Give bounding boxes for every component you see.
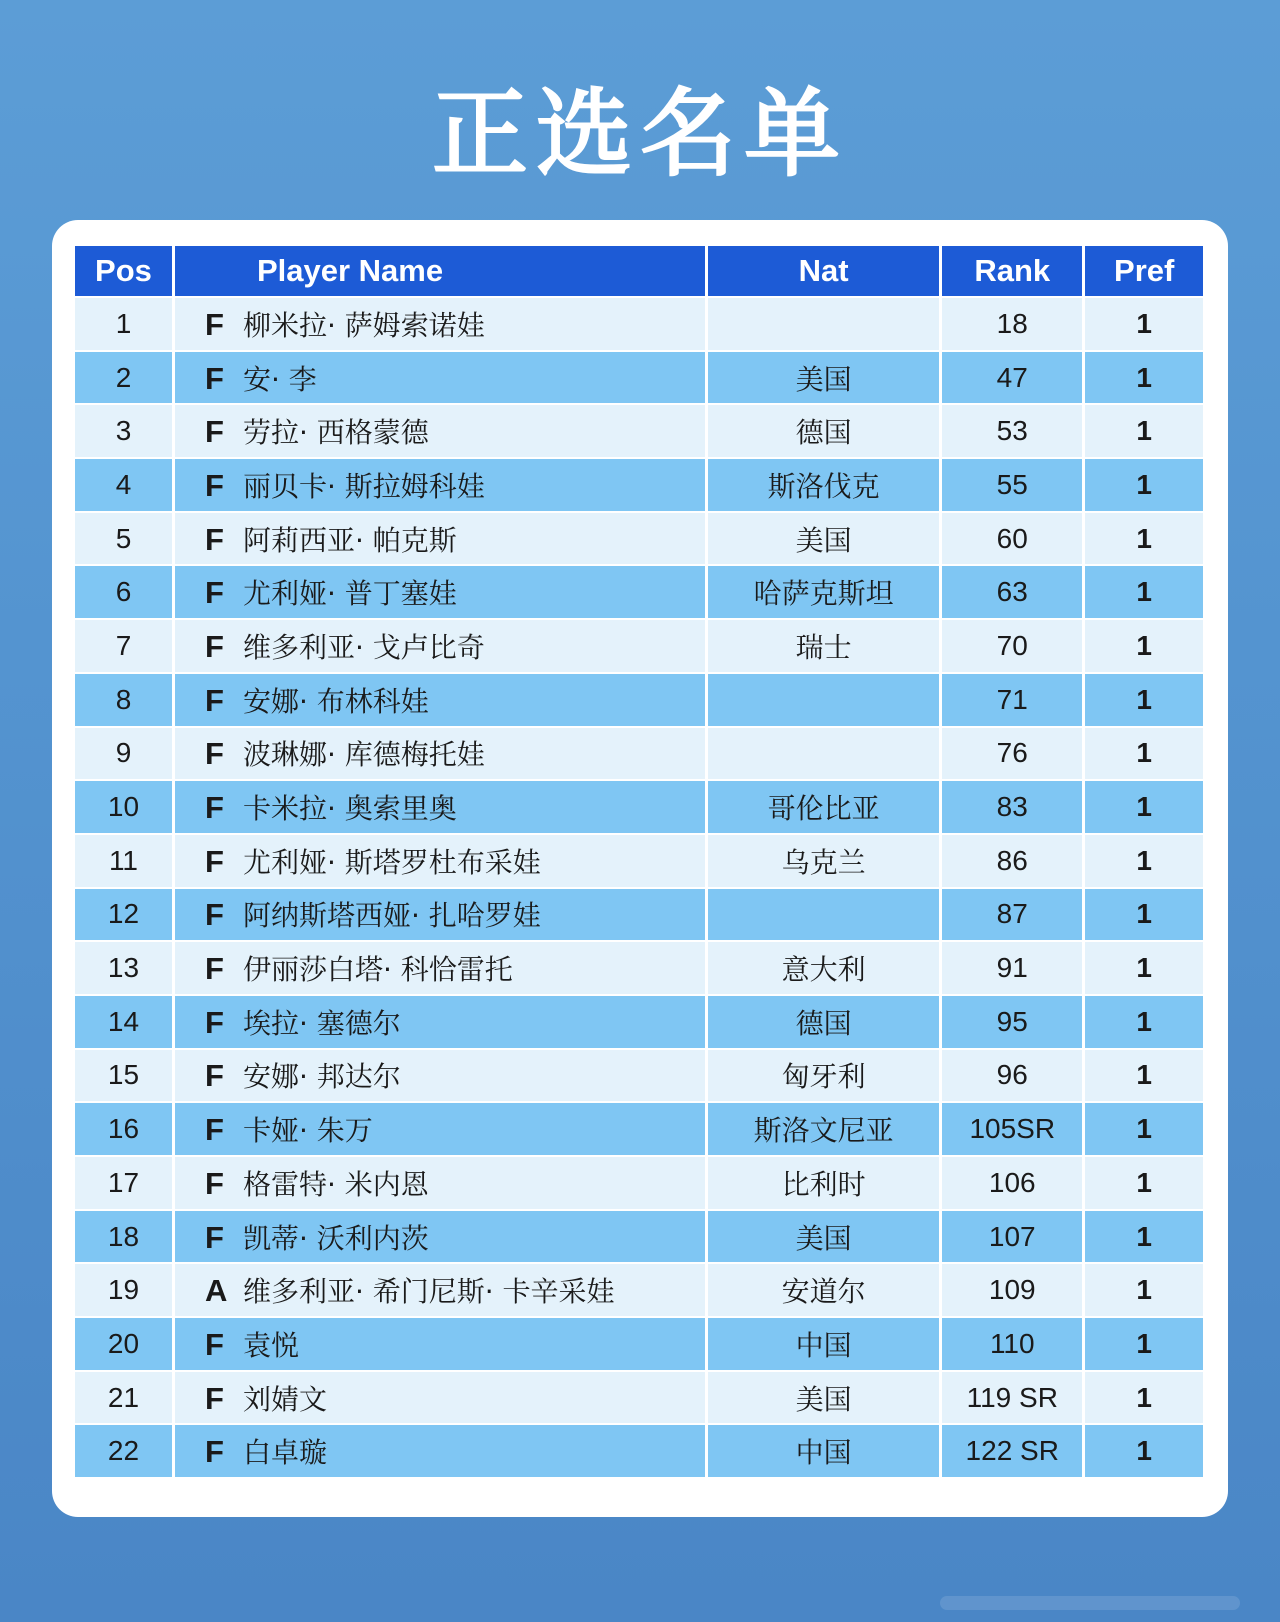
cell-pref: 1 — [1085, 1425, 1203, 1477]
cell-nat: 哥伦比亚 — [708, 781, 939, 833]
cell-nat: 哈萨克斯坦 — [708, 566, 939, 618]
entry-tag: F — [204, 951, 224, 987]
table-row[interactable] — [75, 459, 1203, 511]
entry-tag: F — [204, 521, 224, 557]
player-name: 袁悦 — [242, 1328, 299, 1362]
table-row[interactable] — [75, 1264, 1203, 1316]
cell-rank: 53 — [942, 405, 1082, 457]
cell-rank: 109 — [942, 1264, 1082, 1316]
cell-rank: 122 SR — [942, 1425, 1082, 1477]
table-header-row — [75, 246, 1203, 296]
cell-pos: 8 — [75, 674, 172, 726]
player-name: 尤利娅· 普丁塞娃 — [242, 577, 457, 611]
cell-pos: 12 — [75, 889, 172, 941]
cell-rank: 83 — [942, 781, 1082, 833]
entry-tag: F — [204, 1219, 224, 1255]
cell-nat: 斯洛伐克 — [708, 459, 939, 511]
cell-pref: 1 — [1085, 835, 1203, 887]
entry-tag: F — [204, 414, 224, 450]
page-title: 正选名单 — [432, 78, 848, 190]
cell-nat: 比利时 — [708, 1157, 939, 1209]
cell-nat — [708, 889, 939, 941]
column-header-nat[interactable]: Nat — [708, 246, 939, 296]
player-name: 柳米拉· 萨姆索诺娃 — [242, 308, 485, 342]
cell-nat: 美国 — [708, 352, 939, 404]
entry-tag: F — [204, 1004, 224, 1040]
cell-player — [175, 513, 705, 565]
roster-card — [52, 220, 1228, 1517]
cell-nat: 德国 — [708, 996, 939, 1048]
table-row[interactable] — [75, 1103, 1203, 1155]
table-row[interactable] — [75, 1318, 1203, 1370]
cell-pref: 1 — [1085, 352, 1203, 404]
entry-tag: F — [204, 575, 224, 611]
player-name: 安· 李 — [242, 362, 317, 396]
entry-tag: F — [204, 360, 224, 396]
cell-rank: 87 — [942, 889, 1082, 941]
cell-pos: 17 — [75, 1157, 172, 1209]
cell-player — [175, 1050, 705, 1102]
cell-pref: 1 — [1085, 1372, 1203, 1424]
cell-rank: 91 — [942, 942, 1082, 994]
table-row[interactable] — [75, 1157, 1203, 1209]
cell-player — [175, 566, 705, 618]
cell-pref: 1 — [1085, 942, 1203, 994]
player-name: 卡米拉· 奥索里奥 — [242, 792, 457, 826]
player-name: 安娜· 邦达尔 — [242, 1060, 401, 1094]
cell-pos: 6 — [75, 566, 172, 618]
cell-player — [175, 728, 705, 780]
cell-rank: 18 — [942, 298, 1082, 350]
table-row[interactable] — [75, 1372, 1203, 1424]
player-name: 劳拉· 西格蒙德 — [242, 416, 429, 450]
table-row[interactable] — [75, 674, 1203, 726]
cell-rank: 119 SR — [942, 1372, 1082, 1424]
cell-nat: 美国 — [708, 513, 939, 565]
cell-pref: 1 — [1085, 781, 1203, 833]
entry-tag: F — [204, 897, 224, 933]
cell-player — [175, 459, 705, 511]
cell-pos: 14 — [75, 996, 172, 1048]
cell-player — [175, 1211, 705, 1263]
cell-pos: 18 — [75, 1211, 172, 1263]
entry-tag: F — [204, 682, 224, 718]
cell-nat: 中国 — [708, 1318, 939, 1370]
cell-rank: 71 — [942, 674, 1082, 726]
cell-nat: 美国 — [708, 1372, 939, 1424]
cell-rank: 86 — [942, 835, 1082, 887]
cell-pos: 2 — [75, 352, 172, 404]
cell-pos: 4 — [75, 459, 172, 511]
table-row[interactable] — [75, 352, 1203, 404]
cell-pos: 10 — [75, 781, 172, 833]
cell-pref: 1 — [1085, 1211, 1203, 1263]
cell-pos: 20 — [75, 1318, 172, 1370]
cell-player — [175, 352, 705, 404]
cell-pref: 1 — [1085, 674, 1203, 726]
cell-player — [175, 674, 705, 726]
player-name: 安娜· 布林科娃 — [242, 684, 429, 718]
column-header-player-name[interactable]: Player Name — [175, 246, 705, 296]
table-row[interactable] — [75, 566, 1203, 618]
cell-player — [175, 1372, 705, 1424]
player-name: 格雷特· 米内恩 — [242, 1167, 429, 1201]
cell-pref: 1 — [1085, 1264, 1203, 1316]
entry-tag: F — [204, 467, 224, 503]
cell-pos: 5 — [75, 513, 172, 565]
cell-player — [175, 996, 705, 1048]
roster-body — [75, 298, 1203, 1477]
cell-pref: 1 — [1085, 298, 1203, 350]
table-row[interactable] — [75, 1425, 1203, 1477]
cell-nat: 德国 — [708, 405, 939, 457]
cell-pref: 1 — [1085, 996, 1203, 1048]
table-row[interactable] — [75, 1050, 1203, 1102]
cell-nat: 中国 — [708, 1425, 939, 1477]
player-name: 维多利亚· 希门尼斯· 卡辛采娃 — [242, 1275, 615, 1309]
cell-player — [175, 1264, 705, 1316]
roster-table — [72, 244, 1206, 1479]
cell-pos: 13 — [75, 942, 172, 994]
player-name: 波琳娜· 库德梅托娃 — [242, 738, 485, 772]
cell-pref: 1 — [1085, 513, 1203, 565]
cell-pos: 9 — [75, 728, 172, 780]
entry-tag: F — [204, 736, 224, 772]
cell-rank: 110 — [942, 1318, 1082, 1370]
entry-tag: F — [204, 1326, 224, 1362]
cell-rank: 105SR — [942, 1103, 1082, 1155]
cell-nat: 瑞士 — [708, 620, 939, 672]
cell-pref: 1 — [1085, 889, 1203, 941]
table-row[interactable] — [75, 781, 1203, 833]
table-row[interactable] — [75, 620, 1203, 672]
cell-player — [175, 1157, 705, 1209]
player-name: 尤利娅· 斯塔罗杜布采娃 — [242, 845, 541, 879]
cell-player — [175, 1318, 705, 1370]
cell-pos: 11 — [75, 835, 172, 887]
cell-player — [175, 781, 705, 833]
cell-nat: 乌克兰 — [708, 835, 939, 887]
table-row[interactable] — [75, 513, 1203, 565]
cell-rank: 55 — [942, 459, 1082, 511]
cell-rank: 47 — [942, 352, 1082, 404]
cell-rank: 76 — [942, 728, 1082, 780]
cell-nat: 斯洛文尼亚 — [708, 1103, 939, 1155]
player-name: 埃拉· 塞德尔 — [242, 1006, 401, 1040]
entry-tag: F — [204, 1058, 224, 1094]
column-header-pos[interactable]: Pos — [75, 246, 172, 296]
cell-nat — [708, 674, 939, 726]
table-row[interactable] — [75, 835, 1203, 887]
cell-nat: 意大利 — [708, 942, 939, 994]
entry-tag: A — [204, 1273, 228, 1309]
table-row[interactable] — [75, 298, 1203, 350]
entry-tag: F — [204, 306, 224, 342]
cell-rank: 96 — [942, 1050, 1082, 1102]
cell-player — [175, 1103, 705, 1155]
table-row[interactable] — [75, 1211, 1203, 1263]
player-name: 维多利亚· 戈卢比奇 — [242, 630, 485, 664]
entry-tag: F — [204, 1112, 224, 1148]
cell-nat — [708, 298, 939, 350]
entry-tag: F — [204, 843, 224, 879]
cell-nat: 安道尔 — [708, 1264, 939, 1316]
cell-pref: 1 — [1085, 1318, 1203, 1370]
player-name: 卡娅· 朱万 — [242, 1114, 373, 1148]
cell-pref: 1 — [1085, 620, 1203, 672]
cell-rank: 95 — [942, 996, 1082, 1048]
cell-rank: 70 — [942, 620, 1082, 672]
cell-player — [175, 620, 705, 672]
cell-pos: 15 — [75, 1050, 172, 1102]
player-name: 阿纳斯塔西娅· 扎哈罗娃 — [242, 899, 541, 933]
column-header-pref[interactable]: Pref — [1085, 246, 1203, 296]
player-name: 丽贝卡· 斯拉姆科娃 — [242, 469, 485, 503]
cell-pref: 1 — [1085, 1050, 1203, 1102]
entry-tag: F — [204, 1165, 224, 1201]
player-name: 伊丽莎白塔· 科恰雷托 — [242, 953, 513, 987]
cell-player — [175, 889, 705, 941]
watermark — [940, 1596, 1240, 1610]
cell-pref: 1 — [1085, 566, 1203, 618]
entry-tag: F — [204, 628, 224, 664]
cell-pref: 1 — [1085, 1157, 1203, 1209]
cell-nat: 美国 — [708, 1211, 939, 1263]
cell-nat — [708, 728, 939, 780]
entry-tag: F — [204, 1380, 224, 1416]
cell-player — [175, 1425, 705, 1477]
cell-player — [175, 835, 705, 887]
cell-pos: 21 — [75, 1372, 172, 1424]
cell-pos: 7 — [75, 620, 172, 672]
entry-tag: F — [204, 1434, 224, 1470]
cell-pref: 1 — [1085, 728, 1203, 780]
cell-player — [175, 942, 705, 994]
cell-rank: 107 — [942, 1211, 1082, 1263]
cell-pos: 16 — [75, 1103, 172, 1155]
player-name: 刘婧文 — [242, 1382, 327, 1416]
cell-pref: 1 — [1085, 1103, 1203, 1155]
cell-pref: 1 — [1085, 459, 1203, 511]
table-row[interactable] — [75, 996, 1203, 1048]
cell-pos: 1 — [75, 298, 172, 350]
table-row[interactable] — [75, 889, 1203, 941]
player-name: 凯蒂· 沃利内茨 — [242, 1221, 429, 1255]
player-name: 白卓璇 — [242, 1436, 327, 1470]
cell-pos: 3 — [75, 405, 172, 457]
cell-rank: 106 — [942, 1157, 1082, 1209]
entry-tag: F — [204, 790, 224, 826]
player-name: 阿莉西亚· 帕克斯 — [242, 523, 457, 557]
cell-pos: 19 — [75, 1264, 172, 1316]
table-row[interactable] — [75, 728, 1203, 780]
column-header-rank[interactable]: Rank — [942, 246, 1082, 296]
table-row[interactable] — [75, 405, 1203, 457]
cell-player — [175, 298, 705, 350]
cell-pref: 1 — [1085, 405, 1203, 457]
cell-player — [175, 405, 705, 457]
table-row[interactable] — [75, 942, 1203, 994]
cell-pos: 22 — [75, 1425, 172, 1477]
cell-rank: 63 — [942, 566, 1082, 618]
cell-nat: 匈牙利 — [708, 1050, 939, 1102]
cell-rank: 60 — [942, 513, 1082, 565]
